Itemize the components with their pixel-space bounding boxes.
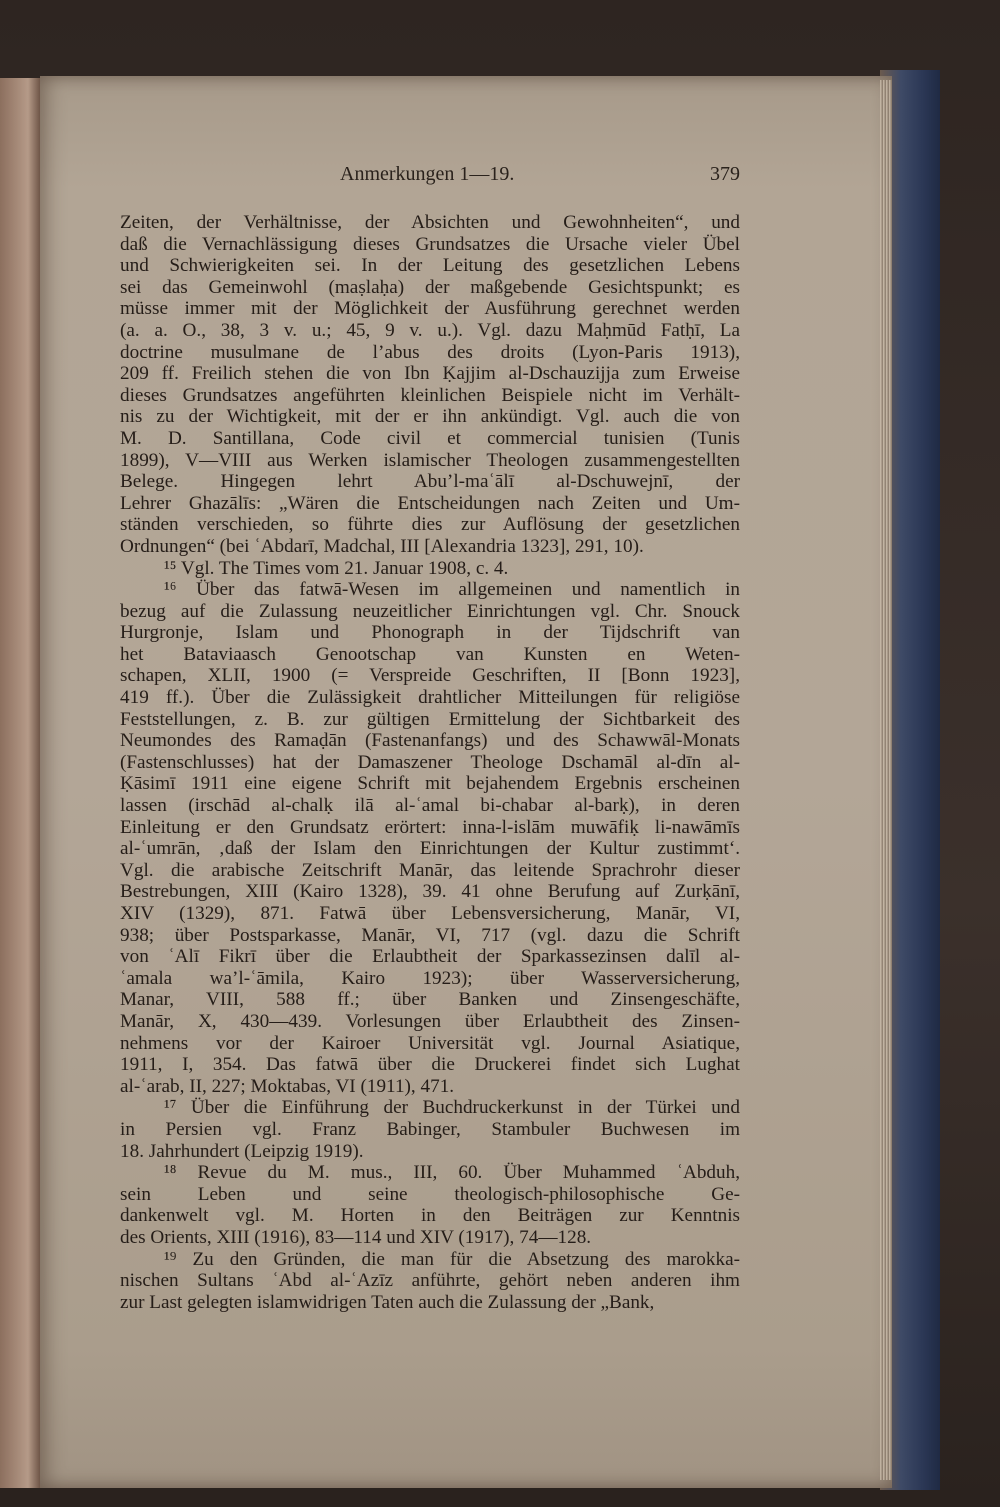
text-line: des Orients, XIII (1916), 83—114 und XIV (1917), 74—128. [120, 1226, 592, 1248]
text-line: nehmens vor der Kairoer Universität vgl. Journal Asiatique, [120, 1032, 740, 1054]
text-line: (a. a. O., 38, 3 v. u.; 45, 9 v. u.). Vgl. dazu Maḥmūd Fatḥī, La [120, 319, 740, 341]
running-title: Anmerkungen 1—19. [340, 163, 515, 185]
text-line: ¹⁵ Vgl. The Times vom 21. Januar 1908, c. 4. [164, 557, 509, 579]
text-line: Manār, X, 430—439. Vorlesungen über Erlaubtheit des Zinsen- [120, 1010, 740, 1032]
text-line: sein Leben und seine theologisch-philosophische Ge- [120, 1183, 740, 1205]
text-line: Ordnungen“ (bei ʿAbdarī, Madchal, III [Alexandria 1323], 291, 10). [120, 535, 644, 557]
text-line: Hurgronje, Islam und Phonograph in der Tijdschrift van [120, 622, 740, 644]
text-line: ¹⁶ Über das fatwā-Wesen im allgemeinen und namentlich in [164, 579, 740, 601]
text-line: 209 ff. Freilich stehen die von Ibn Ḳajjim al-Dschauzijja zum Erweise [120, 363, 740, 385]
text-line: XIV (1329), 871. Fatwā über Lebensversicherung, Manār, VI, [120, 903, 740, 924]
text-line: doctrine musulmane de l’abus des droits (Lyon-Paris 1913), [120, 341, 740, 363]
text-line: in Persien vgl. Franz Babinger, Stambuler Buchwesen im [120, 1118, 740, 1140]
text-line: 419 ff.). Über die Zulässigkeit drahtlicher Mitteilungen für religiöse [120, 687, 740, 709]
text-line: von ʿAlī Fikrī über die Erlaubtheit der Sparkassezinsen dalīl al- [120, 946, 740, 968]
text-line: Bestrebungen, XIII (Kairo 1328), 39. 41 ohne Berufung auf Zurḳānī, [120, 881, 740, 903]
text-line: M. D. Santillana, Code civil et commercial tunisien (Tunis [120, 427, 740, 449]
page-edges [880, 80, 892, 1480]
text-line: dieses Grundsatzes angeführten kleinlichen Beispiele nicht im Verhält- [120, 384, 740, 406]
text-line: ¹⁷ Über die Einführung der Buchdruckerkunst in der Türkei und [164, 1097, 740, 1119]
text-line: het Bataviaasch Genootschap van Kunsten en Weten- [120, 643, 740, 665]
text-line: und Schwierigkeiten sei. In der Leitung des gesetzlichen Lebens [120, 255, 740, 277]
text-line: Ḳāsimī 1911 eine eigene Schrift mit bejahendem Ergebnis erscheinen [120, 773, 740, 795]
text-line: 1911, I, 354. Das fatwā über die Druckerei findet sich Lughat [120, 1054, 740, 1076]
running-header [120, 163, 740, 193]
text-line: ¹⁸ Revue du M. mus., III, 60. Über Muhammed ʿAbduh, [164, 1162, 740, 1184]
text-line: sei das Gemeinwohl (maṣlaḥa) der maßgebende Gesichtspunkt; es [120, 276, 740, 298]
text-line: zur Last gelegten islamwidrigen Taten auch die Zulassung der „Bank, [120, 1291, 655, 1313]
text-line: al-ʿumrān, ‚daß der Islam den Einrichtungen der Kultur zustimmt‘. [120, 838, 740, 860]
text-line: 18. Jahrhundert (Leipzig 1919). [120, 1140, 364, 1162]
text-line: Einleitung er den Grundsatz erörtert: inna-l-islām muwāfiḳ li-nawāmīs [120, 816, 740, 838]
text-line: 938; über Postsparkasse, Manār, VI, 717 (vgl. dazu die Schrift [120, 924, 740, 946]
page-number: 379 [710, 163, 740, 185]
text-line: Vgl. die arabische Zeitschrift Manār, das leitende Sprachrohr dieser [120, 859, 740, 881]
text-line: ʿamala wa’l-ʿāmila, Kairo 1923); über Wasserversicherung, [120, 967, 740, 989]
notes-text [120, 212, 740, 1313]
left-page-edge [0, 78, 43, 1488]
text-line: Feststellungen, z. B. zur gültigen Ermittelung der Sichtbarkeit des [120, 708, 740, 730]
text-line: Manar, VIII, 588 ff.; über Banken und Zinsengeschäfte, [120, 989, 740, 1011]
text-line: Zeiten, der Verhältnisse, der Absichten und Gewohnheiten“, und [120, 212, 740, 233]
text-line: müsse immer mit der Möglichkeit der Ausführung gerechnet werden [120, 298, 740, 320]
text-line: al-ʿarab, II, 227; Moktabas, VI (1911), 471. [120, 1075, 455, 1097]
text-line: nis zu der Wichtigkeit, mit der er ihn ankündigt. Vgl. auch die von [120, 406, 740, 428]
text-line: daß die Vernachlässigung dieses Grundsatzes die Ursache vieler Übel [120, 233, 740, 255]
text-line: schapen, XLII, 1900 (= Verspreide Geschriften, II [Bonn 1923], [120, 665, 740, 687]
text-line: bezug auf die Zulassung neuzeitlicher Einrichtungen vgl. Chr. Snouck [120, 600, 740, 622]
text-line: dankenwelt vgl. M. Horten in den Beiträgen zur Kenntnis [120, 1205, 740, 1227]
text-line: lassen (irschād al-chalḳ ilā al-ʿamal bi-chabar al-barḳ), in deren [120, 795, 740, 817]
text-line: Lehrer Ghazālīs: „Wären die Entscheidungen nach Zeiten und Um- [120, 492, 740, 514]
text-line: ständen verschieden, so führte dies zur Auflösung der gesetzlichen [120, 514, 740, 536]
text-line: ¹⁹ Zu den Gründen, die man für die Absetzung des marokka- [164, 1248, 740, 1270]
text-line: (Fastenschlusses) hat der Damaszener Theologe Dschamāl al-dīn al- [120, 751, 740, 773]
text-line: Neumondes des Ramaḍān (Fastenanfangs) und des Schawwāl-Monats [120, 730, 740, 752]
text-line: 1899), V—VIII aus Werken islamischer Theologen zusammengestellten [120, 449, 740, 471]
text-line: nischen Sultans ʿAbd al-ʿAzīz anführte, gehört neben anderen ihm [120, 1270, 740, 1292]
text-line: Belege. Hingegen lehrt Abu’l-maʿālī al-Dschuwejnī, der [120, 471, 740, 493]
